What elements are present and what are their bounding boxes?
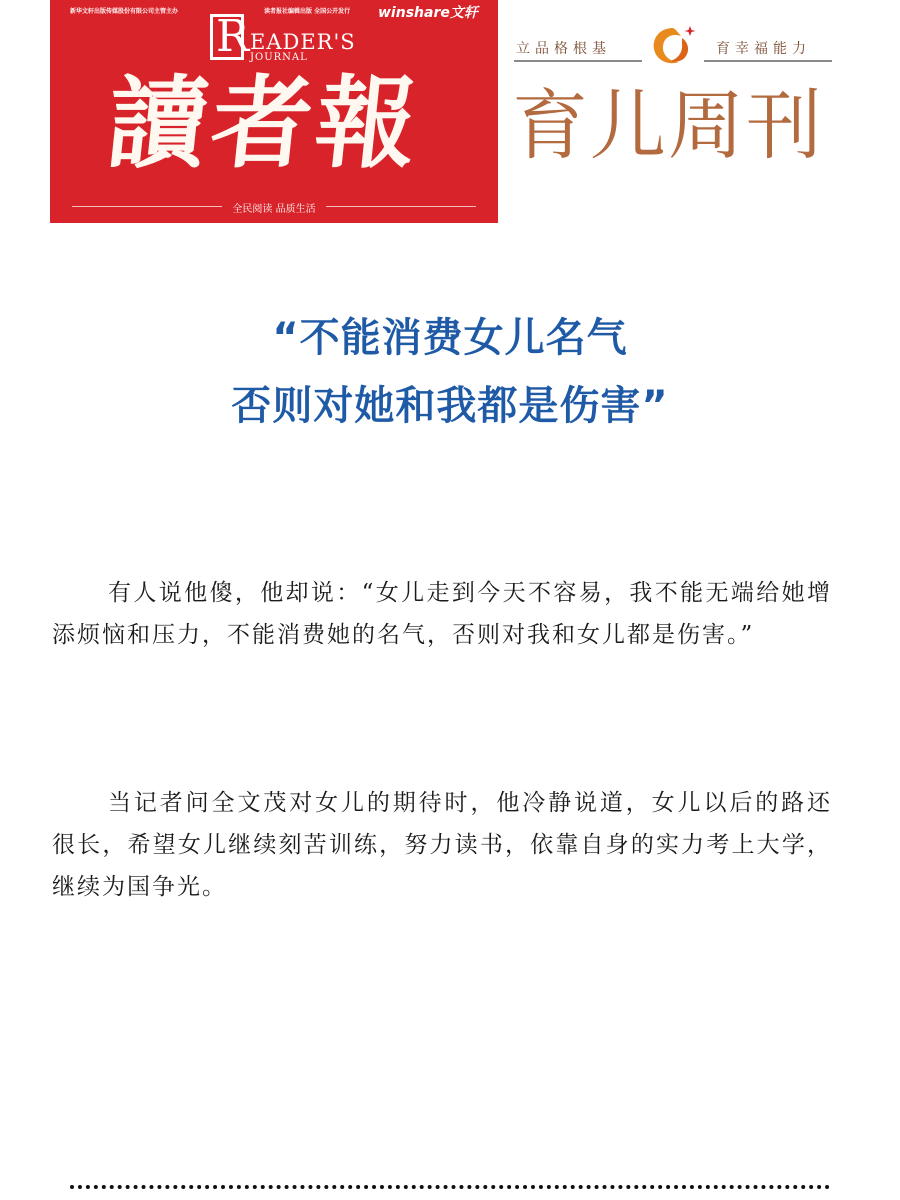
masthead-slogan: 全民阅读 品质生活	[232, 204, 316, 215]
journal-subtitle: JOURNAL	[250, 52, 308, 63]
masthead-title: 讀者報	[101, 64, 427, 182]
column-tagline-right: 育幸福能力	[716, 41, 811, 57]
journal-name: EADER'S	[250, 30, 356, 54]
journal-logo-initial: R	[216, 11, 250, 62]
tagline-rule-right	[704, 60, 832, 62]
column-title: 育儿周刊	[512, 81, 824, 170]
readers-journal-masthead	[50, 0, 498, 223]
body-paragraph-2: 当记者问全文茂对女儿的期待时，他冷静说道，女儿以后的路还很长，希望女儿继续刻苦训练，努力读书，依靠自身的实力考上大学，继续为国争光。	[52, 790, 832, 900]
winshare-brand: winshare文轩	[378, 5, 478, 21]
flame-swirl-icon	[648, 22, 698, 68]
tagline-rule-left	[514, 60, 642, 62]
publisher-note: 新华文轩出版传媒股份有限公司主管主办	[70, 8, 179, 15]
distribution-note: 读者报社编辑出版 全国公开发行	[264, 8, 351, 15]
headline-line-1: “不能消费女儿名气	[272, 315, 628, 361]
article-headline	[0, 304, 900, 440]
dotted-divider	[70, 1185, 830, 1189]
body-paragraph-1: 有人说他傻，他却说：“女儿走到今天不容易，我不能无端给她增添烦恼和压力，不能消费她的名气，否则对我和女儿都是伤害。”	[52, 580, 832, 648]
headline-line-2: 否则对她和我都是伤害”	[231, 383, 669, 429]
column-tagline-left: 立品格根基	[516, 41, 611, 57]
